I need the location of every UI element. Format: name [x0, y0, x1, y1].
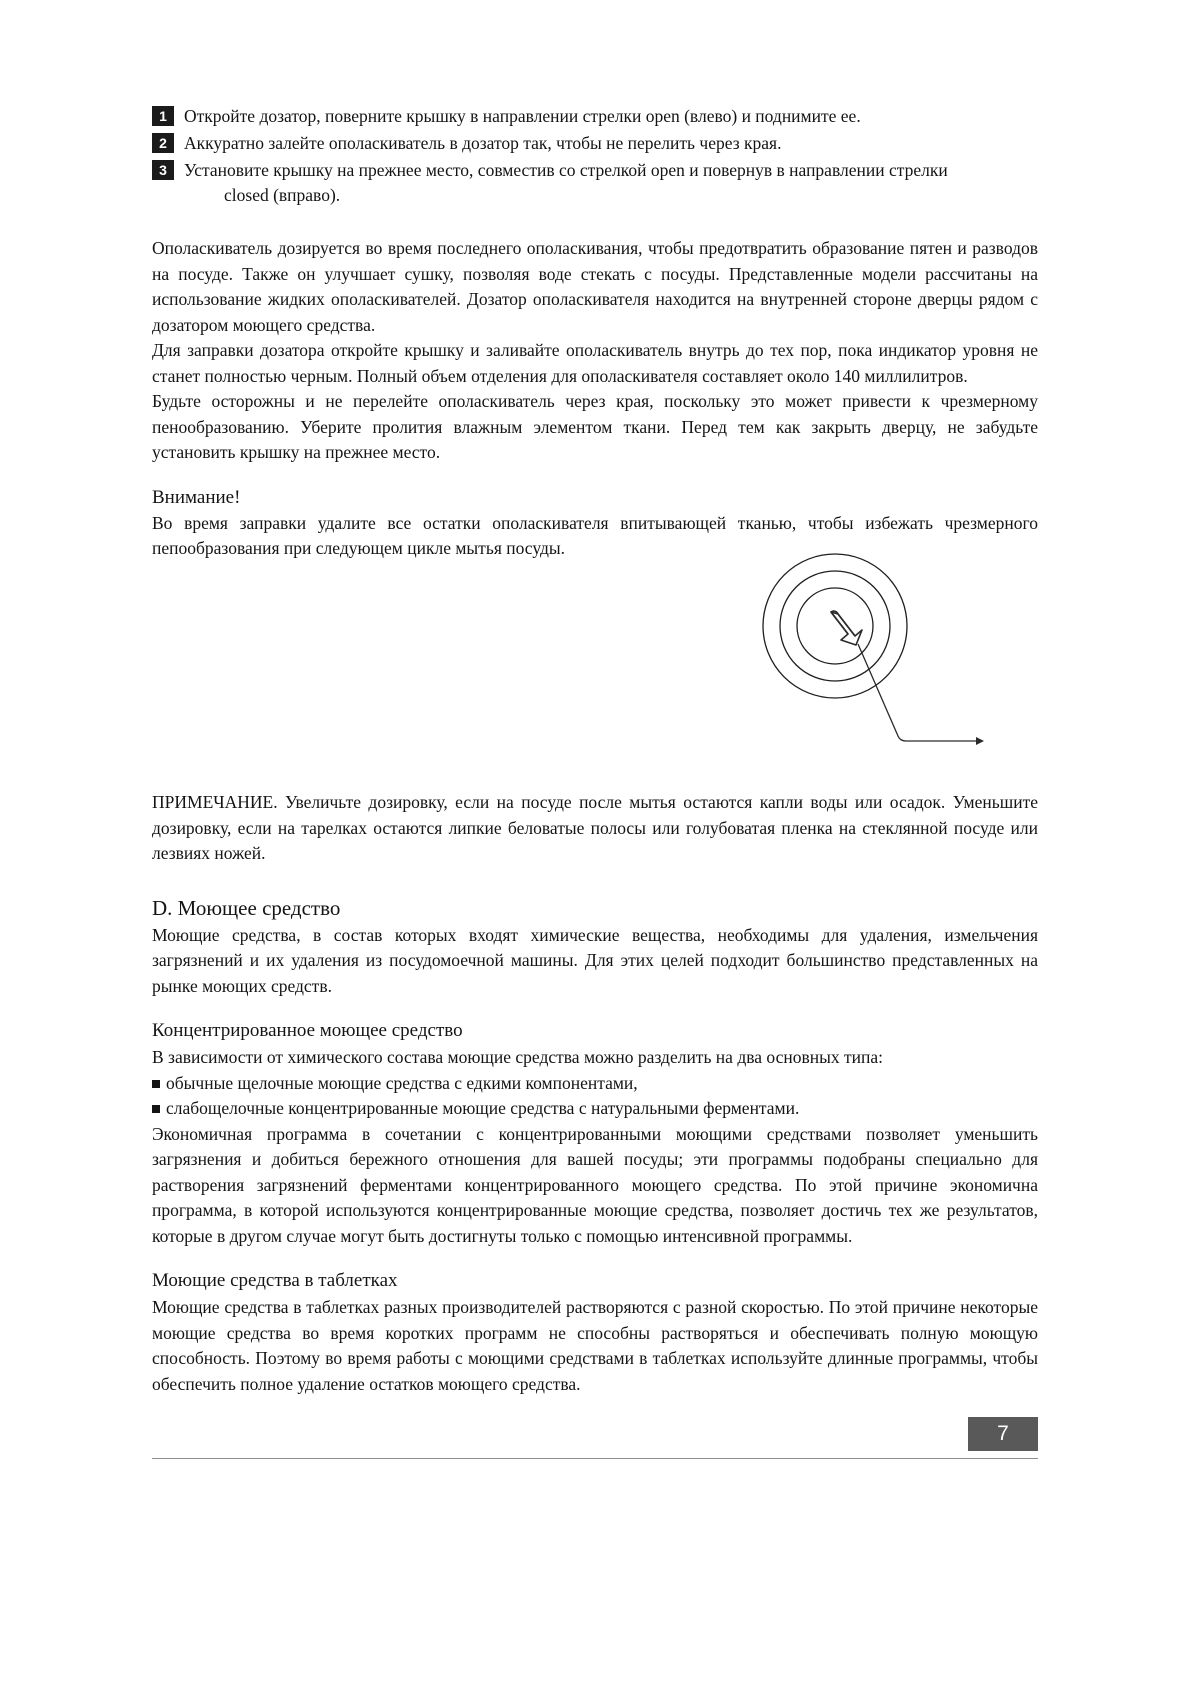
subsection-heading-concentrated: Концентрированное моющее средство: [152, 1020, 463, 1041]
step-number-badge: 1: [152, 106, 174, 126]
pointer-arrow: [831, 611, 862, 645]
step-text-continuation: closed (вправо).: [224, 185, 341, 205]
outer-circle: [763, 554, 907, 698]
step-text: Аккуратно залейте ополаскиватель в дозатор так, чтобы не перелить через края.: [184, 133, 782, 153]
square-bullet-icon: [152, 1080, 160, 1088]
list-item: [152, 104, 1038, 129]
dial-diagram-svg: [690, 548, 1000, 798]
paragraph-overflow-warning: Будьте осторожны и не перелейте ополаскиватель через края, поскольку это может привести к чрезмерному пенообразованию. Уберите пролития влажным элементом ткани. Перед тем как закрыть дверцу, не забудьте установить крышку на прежнее место.: [152, 391, 1038, 462]
leader-line: [858, 644, 984, 745]
list-item: [152, 1071, 1038, 1097]
concentrated-intro: В зависимости от химического состава моющие средства можно разделить на два основных типа:: [152, 1047, 883, 1067]
step-text: [184, 158, 1038, 208]
page-content: [152, 104, 1038, 562]
page-number-badge: 7: [968, 1417, 1038, 1451]
section-text-detergent: Моющие средства, в состав которых входят химические вещества, необходимы для удаления, измельчения загрязнений и их удаления из посудомоечной машины. Для этих целей подходит большинство представленных на рынке моющих средств.: [152, 924, 1038, 996]
bullet-text: слабощелочные концентрированные моющие средства с натуральными ферментами.: [166, 1098, 800, 1118]
step-text-main: Установите крышку на прежнее место, совместив со стрелкой open и повернув в направлении стрелки: [184, 160, 948, 180]
footer-divider: [152, 1458, 1038, 1459]
list-item: [152, 158, 1038, 208]
section-heading-detergent: D. Моющее средство: [152, 895, 341, 920]
tablets-body-text: Моющие средства в таблетках разных производителей растворяются с разной скоростью. По этой причине некоторые моющие средства во время коротких программ не способны растворяться и обеспечивать полную моющую способность. Поэтому во время работы с моющими средствами в таблетках используйте длинные программы, чтобы обеспечить полное удаление остатков моющего средства.: [152, 1297, 1038, 1394]
subsection-heading-tablets: Моющие средства в таблетках: [152, 1270, 398, 1291]
bullet-text: обычные щелочные моющие средства с едкими компонентами,: [166, 1072, 638, 1093]
step-text: Откройте дозатор, поверните крышку в направлении стрелки open (влево) и поднимите ее.: [184, 106, 861, 126]
step-number-badge: 2: [152, 133, 174, 153]
rinse-aid-dial-figure: [690, 548, 1000, 798]
numbered-steps-list: [152, 104, 1038, 208]
step-number-badge: 3: [152, 160, 174, 180]
leader-arrowhead: [976, 737, 984, 745]
paragraph-filling-dispenser: Для заправки дозатора откройте крышку и заливайте ополаскиватель внутрь до тех пор, пока индикатор уровня не станет полностью черным. Полный объем отделения для ополаскивателя составляет около 140 миллилитров.: [152, 340, 1038, 386]
square-bullet-icon: [152, 1105, 160, 1113]
attention-heading: Внимание!: [152, 486, 241, 508]
list-item: [152, 131, 1038, 156]
page-content-lower: [152, 790, 1038, 1397]
attention-text: Во время заправки удалите все остатки ополаскивателя впитывающей тканью, чтобы избежать чрезмерного пепообразования при следующем цикле мытья посуды.: [152, 512, 1038, 558]
note-paragraph: ПРИМЕЧАНИЕ. Увеличьте дозировку, если на посуде после мытья остаются капли воды или осадок. Уменьшите дозировку, если на тарелках остаются липкие беловатые полосы или голубоватая пленка на стеклянной посуде или лезвиях ножей.: [152, 792, 1038, 863]
paragraph-rinse-aid-purpose: Ополаскиватель дозируется во время последнего ополаскивания, чтобы предотвратить образование пятен и разводов на посуде. Также он улучшает сушку, позволяя воде стекать с посуды. Представленные модели рассчитаны на использование жидких ополаскивателей. Дозатор ополаскивателя находится на внутренней стороне дверцы рядом с дозатором моющего средства.: [152, 238, 1038, 335]
list-item: [152, 1096, 1038, 1122]
concentrated-body-text: Экономичная программа в сочетании с концентрированными моющими средствами позволяет уменьшить загрязнения и добиться бережного отношения для вашей посуды; эти программы подобраны специально для растворения загрязнений ферментами концентрированного моющего средства. По этой причине экономична программа, в которой используются концентрированные моющие средства, позволяет достичь тех же результатов, которые в другом случае могут быть достигнуты только с помощью интенсивной программы.: [152, 1123, 1038, 1246]
